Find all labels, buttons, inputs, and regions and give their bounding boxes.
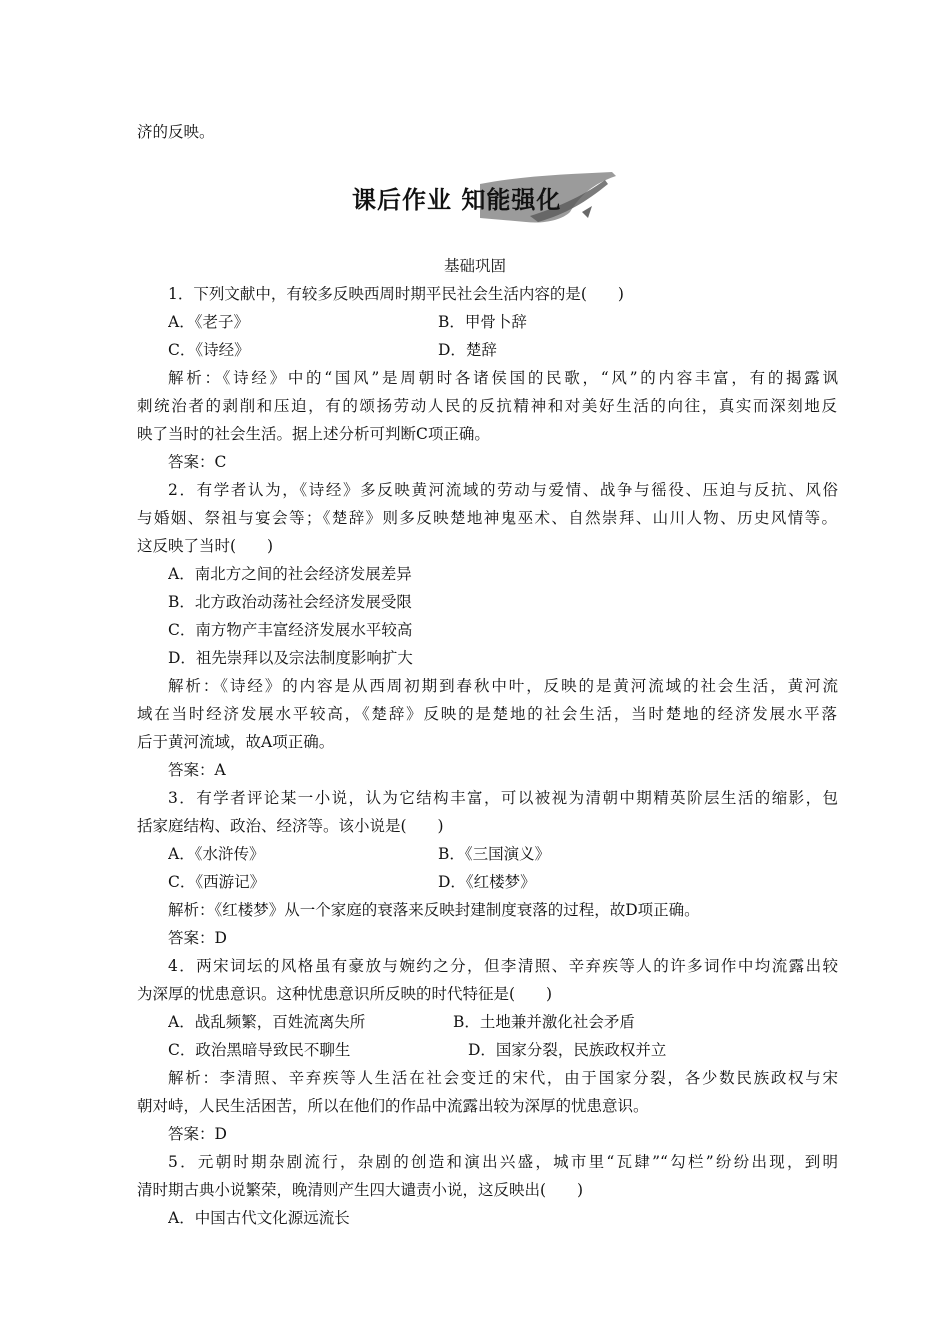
top-fragment: 济的反映。	[137, 123, 215, 141]
q5-option-a: A．中国古代文化源远流长	[168, 1209, 350, 1227]
q5-stem-line: 清时期古典小说繁荣，晚清则产生四大谴责小说，这反映出( )	[137, 1181, 584, 1199]
q4-option-d: D．国家分裂，民族政权并立	[468, 1041, 667, 1059]
q2-stem-line: 2．有学者认为，《诗经》多反映黄河流域的劳动与爱情、战争与徭役、压迫与反抗、风俗	[168, 481, 838, 499]
q3-option-c: C．《西游记》	[168, 873, 266, 891]
q3-options-row1	[168, 840, 838, 868]
q1-option-d: D．楚辞	[438, 341, 497, 359]
q4-options-row2	[168, 1036, 838, 1064]
q2-analysis-line: 解析：《诗经》的内容是从西周初期到春秋中叶，反映的是黄河流域的社会生活，黄河流	[168, 677, 838, 695]
q1-option-a: A．《老子》	[168, 313, 249, 331]
q4-answer: 答案：D	[168, 1125, 227, 1143]
q3-option-a: A．《水浒传》	[168, 845, 265, 863]
q4-analysis-line: 解析：李清照、辛弃疾等人生活在社会变迁的宋代，由于国家分裂，各少数民族政权与宋	[168, 1069, 838, 1087]
q4-stem-line: 为深厚的忧患意识。这种忧患意识所反映的时代特征是( )	[137, 985, 553, 1003]
q1-stem: 1．下列文献中，有较多反映西周时期平民社会生活内容的是( )	[168, 285, 624, 303]
q2-stem-line: 与婚姻、祭祖与宴会等；《楚辞》则多反映楚地神鬼巫术、自然崇拜、山川人物、历史风情等。	[137, 509, 837, 527]
q4-options-row1	[168, 1008, 838, 1036]
q4-option-b: B．土地兼并激化社会矛盾	[453, 1013, 635, 1031]
q1-analysis-line: 解析：《诗经》中的“国风”是周朝时各诸侯国的民歌，“风”的内容丰富，有的揭露讽	[168, 369, 838, 387]
q1-analysis-line: 映了当时的社会生活。据上述分析可判断C项正确。	[137, 425, 490, 443]
q1-options-row2	[168, 336, 838, 364]
q2-option-c: C．南方物产丰富经济发展水平较高	[168, 621, 413, 639]
q1-answer: 答案：C	[168, 453, 227, 471]
q3-analysis: 解析：《红楼梦》从一个家庭的衰落来反映封建制度衰落的过程，故D项正确。	[168, 901, 700, 919]
q1-analysis-line: 刺统治者的剥削和压迫，有的颂扬劳动人民的反抗精神和对美好生活的向往，真实而深刻地反	[137, 397, 837, 415]
q2-analysis-line: 域在当时经济发展水平较高，《楚辞》反映的是楚地的社会生活，当时楚地的经济发展水平落	[137, 705, 837, 723]
q2-option-d: D．祖先崇拜以及宗法制度影响扩大	[168, 649, 413, 667]
q1-options-row1	[168, 308, 838, 336]
q1-option-b: B．甲骨卜辞	[438, 313, 527, 331]
q3-answer: 答案：D	[168, 929, 227, 947]
q3-option-d: D．《红楼梦》	[438, 873, 536, 891]
section-title: 基础巩固	[443, 257, 506, 275]
q3-option-b: B．《三国演义》	[438, 845, 551, 863]
q2-analysis-line: 后于黄河流域，故A项正确。	[137, 733, 335, 751]
q2-answer: 答案：A	[168, 761, 226, 779]
q4-option-c: C．政治黑暗导致民不聊生	[168, 1041, 351, 1059]
q4-option-a: A．战乱频繁，百姓流离失所	[168, 1013, 366, 1031]
q4-stem-line: 4．两宋词坛的风格虽有豪放与婉约之分，但李清照、辛弃疾等人的许多词作中均流露出较	[168, 957, 838, 975]
q5-stem-line: 5．元朝时期杂剧流行，杂剧的创造和演出兴盛，城市里“瓦肆”“勾栏”纷纷出现，到明	[168, 1153, 838, 1171]
q4-analysis-line: 朝对峙，人民生活困苦，所以在他们的作品中流露出较为深厚的忧患意识。	[137, 1097, 649, 1115]
banner-title: 课后作业 知能强化	[352, 186, 562, 214]
q3-stem-line: 括家庭结构、政治、经济等。该小说是( )	[137, 817, 444, 835]
q1-option-c: C．《诗经》	[168, 341, 250, 359]
section-banner	[330, 168, 620, 228]
q3-stem-line: 3．有学者评论某一小说，认为它结构丰富，可以被视为清朝中期精英阶层生活的缩影，包	[168, 789, 838, 807]
q3-options-row2	[168, 868, 838, 896]
q2-option-a: A．南北方之间的社会经济发展差异	[168, 565, 412, 583]
q2-stem-line: 这反映了当时( )	[137, 537, 274, 555]
q2-option-b: B．北方政治动荡社会经济发展受限	[168, 593, 412, 611]
